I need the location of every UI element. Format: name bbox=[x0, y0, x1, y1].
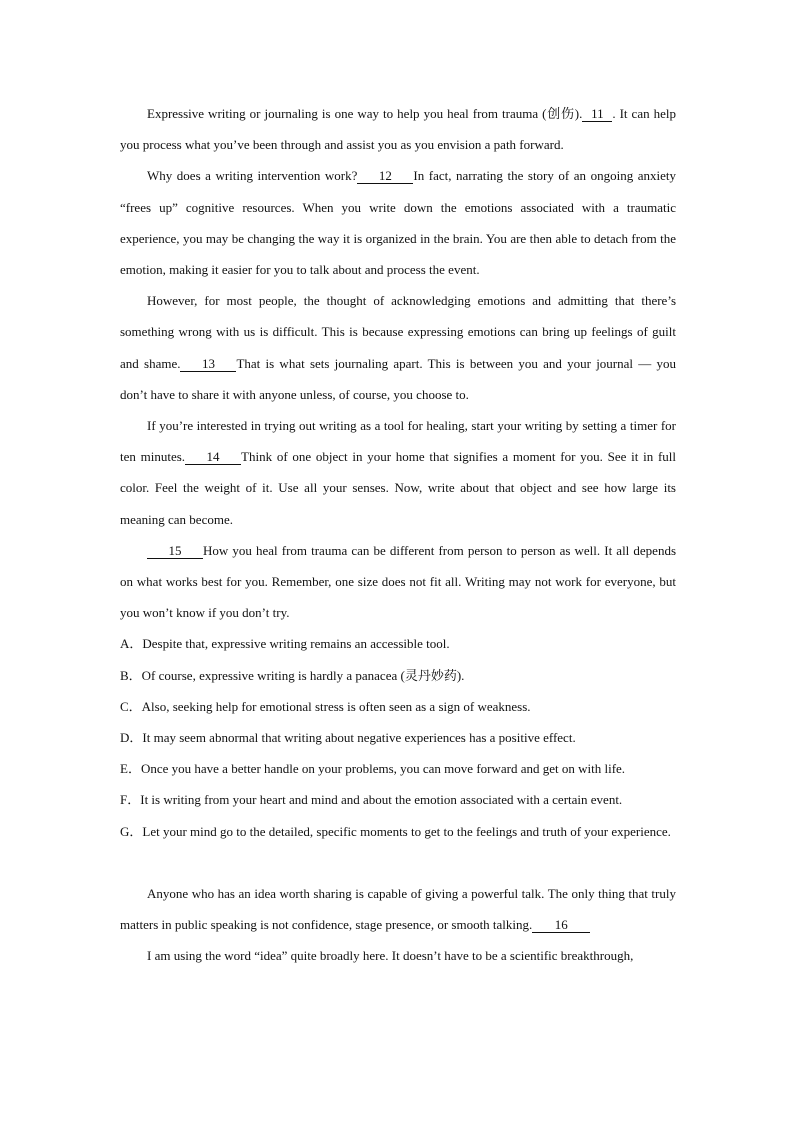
option-text: Of course, expressive writing is hardly a panacea (灵丹妙药). bbox=[141, 667, 465, 683]
paragraph-text: How you heal from trauma can be different from person to person as well. It all depends on what works best for you. Remember, one size does not fit all. Writing may not work for everyone, but you won’t know if you don’t try. bbox=[120, 542, 676, 621]
option-text: Also, seeking help for emotional stress is often seen as a sign of weakness. bbox=[141, 698, 531, 714]
option-letter: C． bbox=[120, 698, 142, 714]
paragraph-text: I am using the word “idea” quite broadly here. It doesn’t have to be a scientific breakthrough, bbox=[147, 948, 634, 964]
option-letter: G． bbox=[120, 823, 143, 839]
blank-11: 11 bbox=[582, 107, 612, 122]
paragraph-3 bbox=[120, 285, 676, 410]
option-text: It is writing from your heart and mind and about the emotion associated with a certain event. bbox=[140, 792, 623, 808]
paragraph-text: That is what sets journaling apart. This is between you and your journal — you don’t have to share it with anyone unless, of course, you choose to. bbox=[120, 355, 676, 402]
option-f bbox=[120, 784, 676, 815]
option-e bbox=[120, 753, 676, 784]
paragraph-text: Think of one object in your home that signifies a moment for you. See it in full color. Feel the weight of it. Use all your senses. Now, write about that object and see how large its meaning can become. bbox=[120, 449, 676, 527]
paragraph-7 bbox=[120, 940, 676, 971]
blank-13: 13 bbox=[180, 357, 236, 372]
option-letter: E． bbox=[120, 761, 141, 777]
paragraph-1 bbox=[120, 98, 676, 160]
option-letter: D． bbox=[120, 730, 143, 746]
option-letter: A． bbox=[120, 636, 143, 652]
option-g bbox=[120, 816, 676, 847]
blank-14: 14 bbox=[185, 450, 241, 465]
blank-12: 12 bbox=[357, 169, 413, 184]
document-body bbox=[120, 98, 676, 971]
option-b bbox=[120, 660, 676, 691]
blank-16: 16 bbox=[532, 918, 590, 933]
paragraph-text: Expressive writing or journaling is one way to help you heal from trauma (创伤). bbox=[147, 106, 583, 121]
blank-15: 15 bbox=[147, 544, 203, 559]
option-text: Let your mind go to the detailed, specific moments to get to the feelings and truth of your experience. bbox=[142, 823, 671, 839]
option-d bbox=[120, 722, 676, 753]
paragraph-text: In fact, narrating the story of an ongoing anxiety “frees up” cognitive resources. When you write down the emotions associated with a traumatic experience, you may be changing the way it is organized in the brain. You are then able to detach from the emotion, making it easier for you to talk about and process the event. bbox=[120, 168, 676, 278]
option-text: Once you have a better handle on your problems, you can move forward and get on with life. bbox=[140, 761, 626, 777]
paragraph-text: If you’re interested in trying out writing as a tool for healing, start your writing by setting a timer for ten minutes. bbox=[120, 418, 676, 465]
paragraph-text: However, for most people, the thought of acknowledging emotions and admitting that there’s something wrong with us is difficult. This is because expressing emotions can bring up feelings of guilt and shame. bbox=[120, 293, 676, 371]
option-letter: B． bbox=[120, 667, 142, 683]
paragraph-text: Why does a writing intervention work? bbox=[147, 168, 358, 184]
option-c bbox=[120, 691, 676, 722]
option-text: It may seem abnormal that writing about negative experiences has a positive effect. bbox=[142, 730, 576, 746]
paragraph-5 bbox=[120, 535, 676, 629]
option-letter: F． bbox=[120, 792, 141, 808]
section-spacer bbox=[120, 847, 676, 878]
paragraph-text: . It can help you process what you’ve been through and assist you as you envision a path forward. bbox=[120, 106, 676, 153]
paragraph-2 bbox=[120, 160, 676, 285]
paragraph-4 bbox=[120, 410, 676, 535]
paragraph-text: Anyone who has an idea worth sharing is capable of giving a powerful talk. The only thing that truly matters in public speaking is not confidence, stage presence, or smooth talking. bbox=[120, 885, 676, 933]
option-a bbox=[120, 628, 676, 659]
option-text: Despite that, expressive writing remains an accessible tool. bbox=[142, 636, 450, 652]
paragraph-6 bbox=[120, 878, 676, 940]
options-list bbox=[120, 628, 676, 846]
